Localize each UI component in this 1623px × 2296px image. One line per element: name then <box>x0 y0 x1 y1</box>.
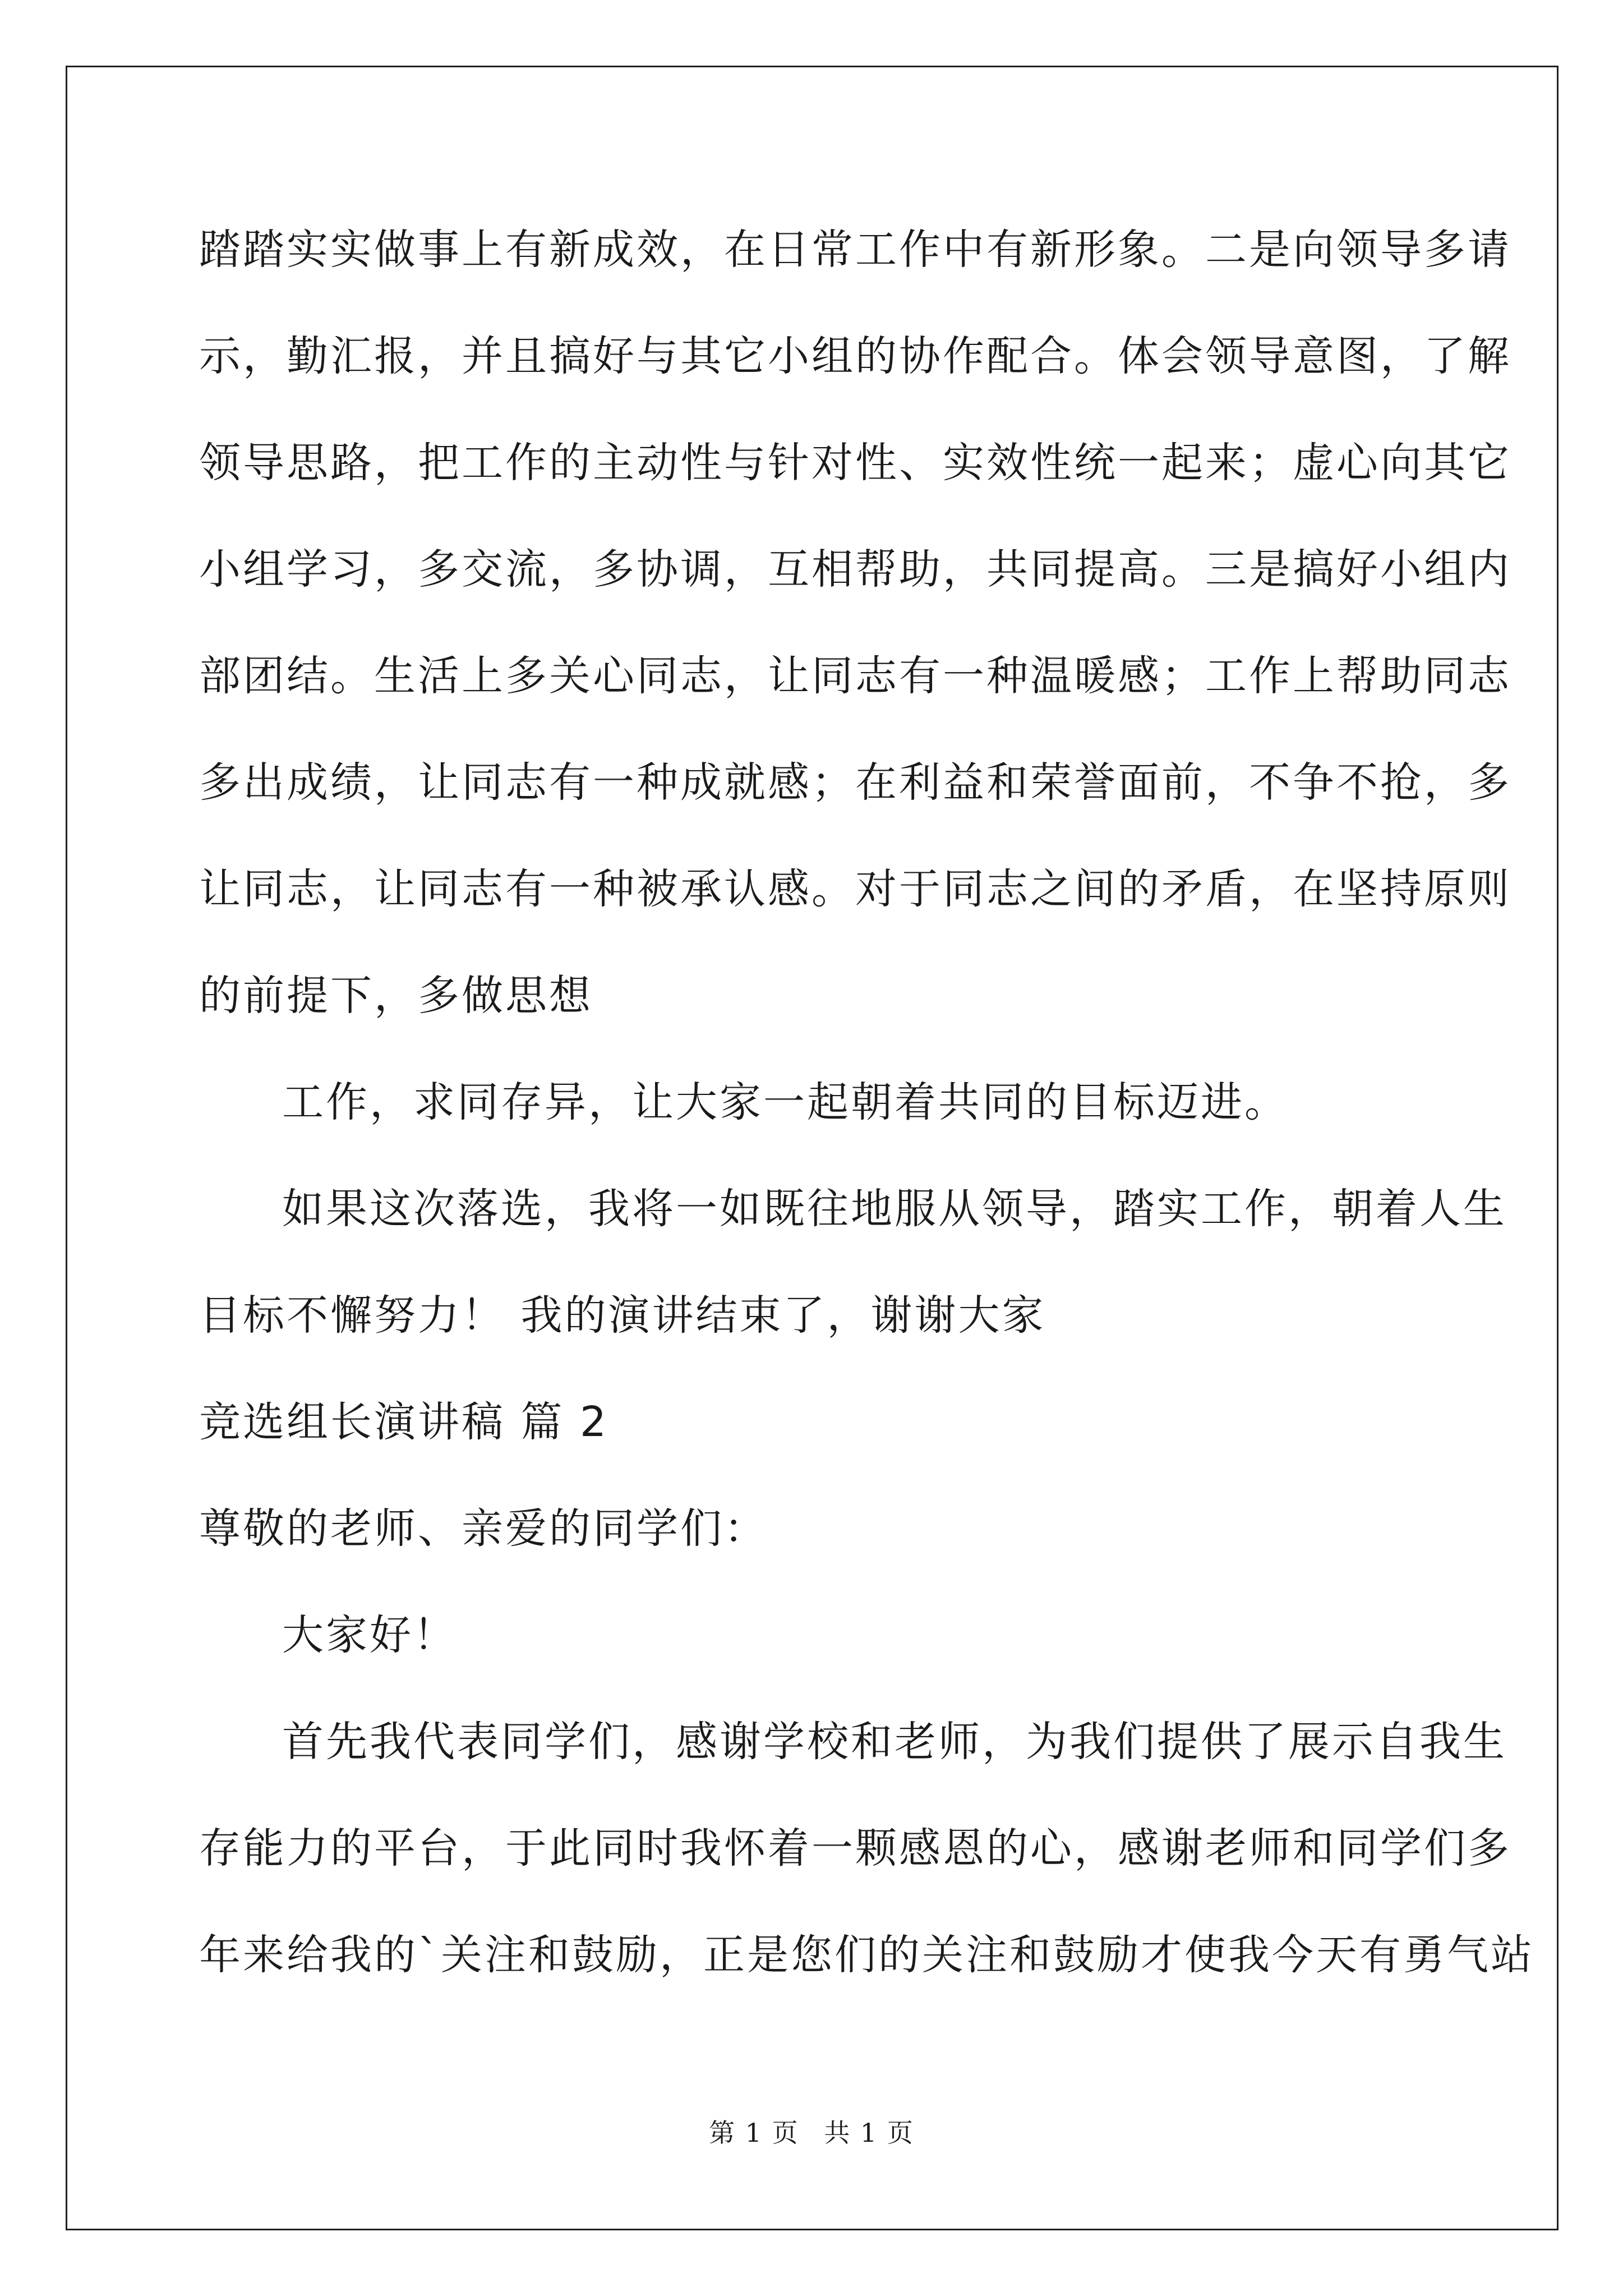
body-line-11: 目标不懈努力！ 我的演讲结束了，谢谢大家 <box>199 1291 1046 1340</box>
section-heading: 竞选组长演讲稿 篇 2 <box>199 1398 609 1446</box>
page-footer <box>0 2116 1623 2150</box>
body-line-17: 年来给我的`关注和鼓励，正是您们的关注和鼓励才使我今天有勇气站 <box>199 1931 1534 1979</box>
body-line-1: 踏踏实实做事上有新成效，在日常工作中有新形象。二是向领导多请 <box>199 226 1511 274</box>
paragraph-line-10: 如果这次落选，我将一如既往地服从领导，踏实工作，朝着人生 <box>282 1185 1507 1233</box>
body-line-2: 示，勤汇报，并且搞好与其它小组的协作配合。体会领导意图，了解 <box>199 332 1511 380</box>
paragraph-line-9: 工作，求同存异，让大家一起朝着共同的目标迈进。 <box>282 1078 1288 1126</box>
page-number: 第 1 页 <box>709 2118 799 2148</box>
salutation: 尊敬的老师、亲爱的同学们： <box>199 1504 768 1553</box>
greeting: 大家好！ <box>282 1611 457 1659</box>
page-frame <box>66 66 1559 2230</box>
paragraph-line-15: 首先我代表同学们，感谢学校和老师，为我们提供了展示自我生 <box>282 1718 1507 1766</box>
body-line-6: 多出成绩，让同志有一种成就感；在利益和荣誉面前，不争不抢，多 <box>199 758 1511 807</box>
body-line-8: 的前提下，多做思想 <box>199 972 593 1020</box>
body-line-4: 小组学习，多交流，多协调，互相帮助，共同提高。三是搞好小组内 <box>199 545 1511 593</box>
body-line-7: 让同志，让同志有一种被承认感。对于同志之间的矛盾，在坚持原则 <box>199 865 1511 913</box>
body-line-16: 存能力的平台，于此同时我怀着一颗感恩的心，感谢老师和同学们多 <box>199 1824 1511 1872</box>
page-total: 共 1 页 <box>824 2118 914 2148</box>
body-line-5: 部团结。生活上多关心同志，让同志有一种温暖感；工作上帮助同志 <box>199 652 1511 700</box>
body-line-3: 领导思路，把工作的主动性与针对性、实效性统一起来；虚心向其它 <box>199 439 1511 487</box>
